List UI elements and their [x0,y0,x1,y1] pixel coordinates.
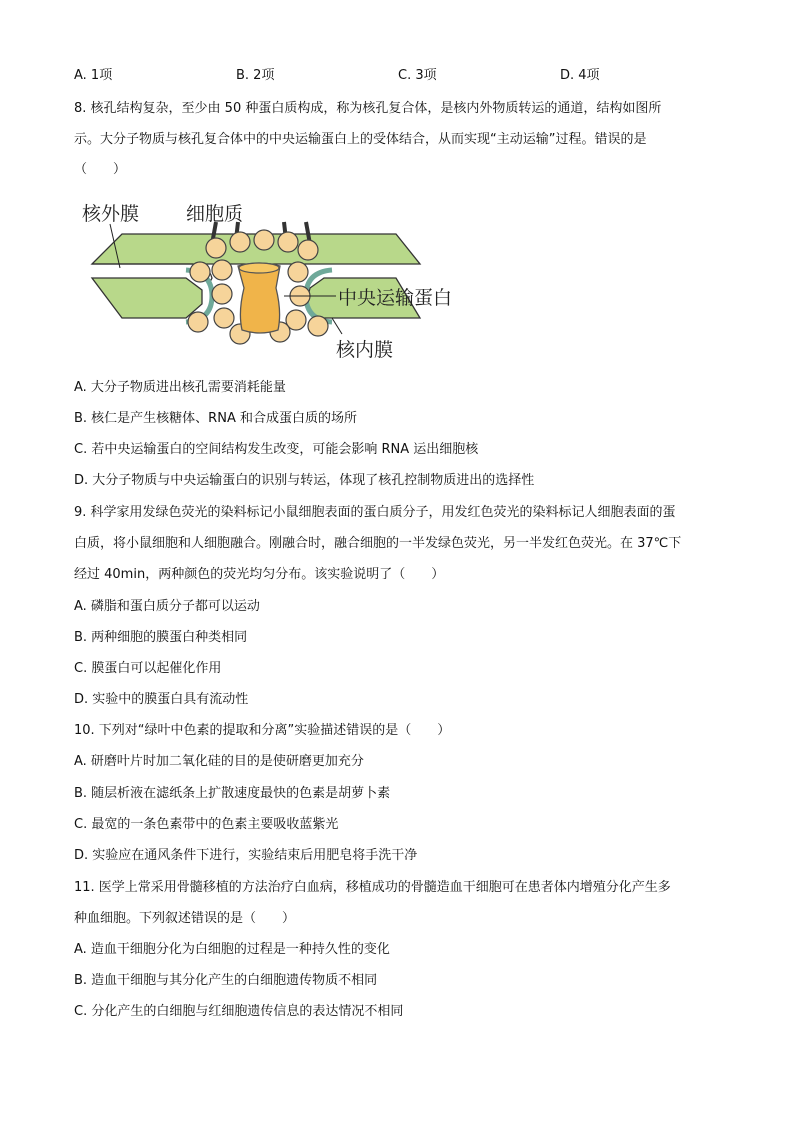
q10-option-c: C. 最宽的一条色素带中的色素主要吸收蓝紫光 [74,817,339,832]
q9-stem-line: 白质，将小鼠细胞和人细胞融合。刚融合时，融合细胞的一半发绿色荧光，另一半发红色荧光。在 37℃下 [74,536,682,551]
q9-option-d: D. 实验中的膜蛋白具有流动性 [74,692,249,707]
nuclear-pore-figure [74,192,494,370]
q10-option-b: B. 随层析液在滤纸条上扩散速度最快的色素是胡萝卜素 [74,786,391,801]
label-central-protein: 中央运输蛋白 [338,287,453,309]
pore-protein [288,262,308,282]
q8-stem-line: （ ） [74,162,127,177]
label-inner-membrane: 核内膜 [336,339,394,361]
label-outer-membrane: 核外膜 [82,203,140,225]
q7-option-c: C. 3项 [398,68,437,83]
q7-option-a: A. 1项 [74,68,113,83]
q11-option-a: A. 造血干细胞分化为白细胞的过程是一种持久性的变化 [74,942,390,957]
pore-protein [308,316,328,336]
pore-protein [230,232,250,252]
q8-option-b: B. 核仁是产生核糖体、RNA 和合成蛋白质的场所 [74,411,357,426]
q9-option-b: B. 两种细胞的膜蛋白种类相同 [74,630,248,645]
pore-protein [214,308,234,328]
inner-membrane [92,278,202,318]
q7-options [74,66,734,86]
q11-stem-line: 种血细胞。下列叙述错误的是（ ） [74,911,296,926]
q11-stem-line: 11. 医学上常采用骨髓移植的方法治疗白血病，移植成功的骨髓造血干细胞可在患者体内增殖分化产生多 [74,880,671,895]
pore-protein [298,240,318,260]
q7-option-b: B. 2项 [236,68,275,83]
q8-stem-line: 8. 核孔结构复杂，至少由 50 种蛋白质构成，称为核孔复合体，是核内外物质转运的通道，结构如图所 [74,101,662,116]
q9-option-a: A. 磷脂和蛋白质分子都可以运动 [74,599,260,614]
label-cytoplasm: 细胞质 [186,203,244,225]
pore-protein [188,312,208,332]
q7-option-d: D. 4项 [560,68,600,83]
q9-stem-line: 9. 科学家用发绿色荧光的染料标记小鼠细胞表面的蛋白质分子，用发红色荧光的染料标记人细胞表面的蛋 [74,505,676,520]
q10-option-d: D. 实验应在通风条件下进行，实验结束后用肥皂将手洗干净 [74,848,418,863]
q8-option-a: A. 大分子物质进出核孔需要消耗能量 [74,380,286,395]
q10-option-a: A. 研磨叶片时加二氧化硅的目的是使研磨更加充分 [74,754,364,769]
pore-protein [278,232,298,252]
q10-stem-line: 10. 下列对“绿叶中色素的提取和分离”实验描述错误的是（ ） [74,723,451,738]
q9-option-c: C. 膜蛋白可以起催化作用 [74,661,222,676]
q8-option-c: C. 若中央运输蛋白的空间结构发生改变，可能会影响 RNA 运出细胞核 [74,442,479,457]
q11-option-c: C. 分化产生的白细胞与红细胞遗传信息的表达情况不相同 [74,1004,404,1019]
pore-protein [212,260,232,280]
pore-protein [206,238,226,258]
q8-option-d: D. 大分子物质与中央运输蛋白的识别与转运，体现了核孔控制物质进出的选择性 [74,473,535,488]
pore-protein [254,230,274,250]
inner-membrane-leader [332,318,342,334]
pore-protein [212,284,232,304]
q9-stem-line: 经过 40min，两种颜色的荧光均匀分布。该实验说明了（ ） [74,567,445,582]
q11-option-b: B. 造血干细胞与其分化产生的白细胞遗传物质不相同 [74,973,378,988]
pore-protein [190,262,210,282]
central-transport-protein-top [239,263,279,273]
q8-stem-line: 示。大分子物质与核孔复合体中的中央运输蛋白上的受体结合，从而实现“主动运输”过程。错误的是 [74,132,647,147]
